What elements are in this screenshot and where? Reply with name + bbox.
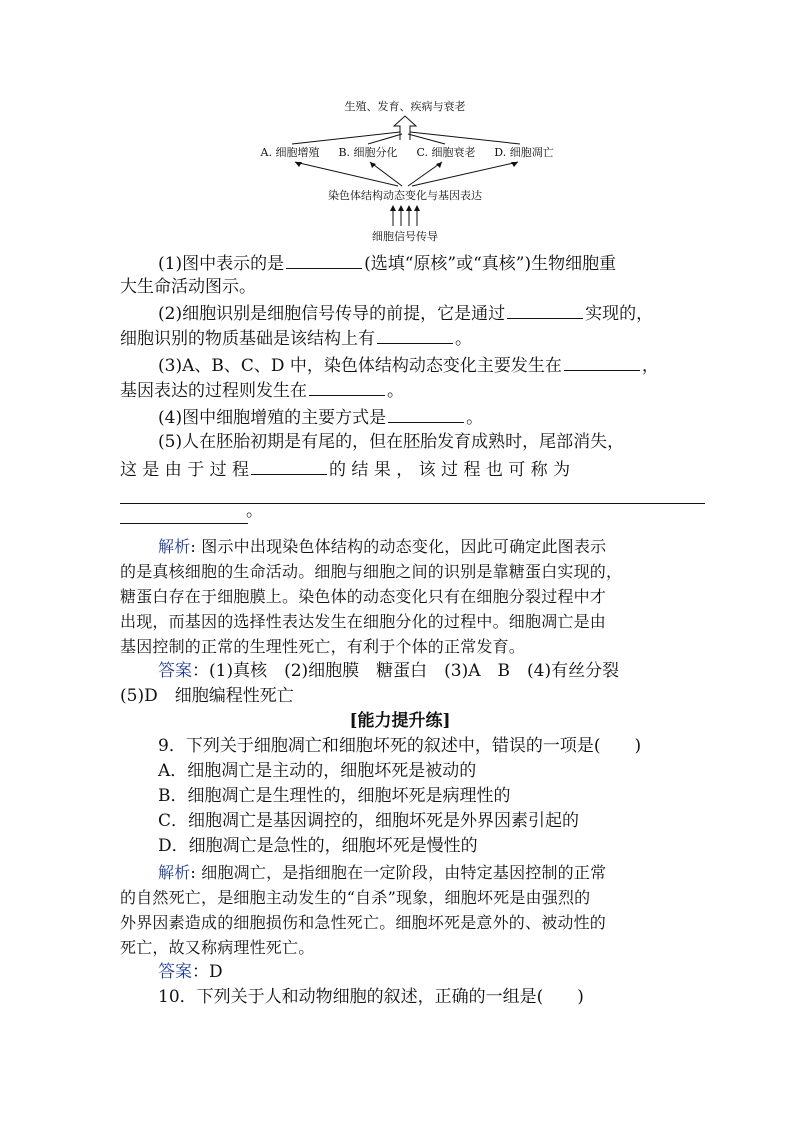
analysis9-line4: 死亡，故又称病理性死亡。	[120, 938, 315, 957]
q9-option-d: D．细胞凋亡是急性的，细胞坏死是慢性的	[158, 836, 478, 856]
q8-p2c: 细胞识别的物质基础是该结构上有	[120, 329, 375, 349]
q8-part2-line2	[120, 325, 680, 352]
q9-option-a: A．细胞凋亡是主动的，细胞坏死是被动的	[158, 761, 477, 781]
up-line-a	[295, 162, 398, 186]
q8-blank-3	[377, 325, 453, 344]
q8-part5-line2	[120, 456, 680, 483]
analysis8-line1	[158, 534, 680, 559]
q8-blank-2	[507, 300, 583, 319]
up-line-c	[408, 162, 442, 186]
q9-option-b: B．细胞凋亡是生理性的，细胞坏死是病理性的	[158, 786, 511, 806]
answer8-label: 答案	[158, 661, 192, 681]
q8-p4a: (4)图中细胞增殖的主要方式是	[158, 408, 387, 428]
analysis8-line4: 出现，而基因的选择性表达发生在细胞分化的过程中。细胞凋亡是由	[120, 612, 607, 631]
box-d-label: D. 细胞凋亡	[494, 146, 554, 159]
answer9-line	[158, 960, 680, 985]
arrowhead-a	[295, 162, 302, 167]
signal-arrowhead-2	[398, 205, 404, 211]
diagram-bottom-label: 细胞信号传导	[372, 230, 438, 243]
diagram-svg	[250, 96, 560, 244]
q9-option-c: C．细胞凋亡是基因调控的，细胞坏死是外界因素引起的	[158, 811, 580, 831]
arrow-d	[410, 132, 520, 144]
q8-part2-line1	[158, 300, 680, 327]
hollow-up-arrow	[394, 116, 416, 140]
analysis8-line2: 的是真核细胞的生命活动。细胞与细胞之间的识别是靠糖蛋白实现的，	[120, 562, 623, 581]
q8-blank-5	[309, 377, 385, 396]
answer8-line1	[158, 659, 680, 684]
cell-life-activities-diagram	[250, 96, 560, 244]
q8-part4-line	[158, 404, 680, 431]
q8-p3b: ，	[641, 356, 659, 376]
q8-p3d: 。	[387, 381, 404, 401]
q9-stem: 9．下列关于细胞凋亡和细胞坏死的叙述中，错误的一项是( )	[158, 736, 642, 756]
q8-part1-line1	[158, 250, 680, 277]
q8-p5c: 的 结 果 ， 该 过 程 也 可 称 为	[329, 460, 571, 480]
q8-part1-line2: 大生命活动图示。	[120, 277, 256, 297]
answer9-value: ：D	[192, 962, 223, 982]
q8-blank-7	[251, 456, 327, 475]
answer9-label: 答案	[158, 962, 192, 982]
analysis8-line5: 基因控制的正常的生理性死亡，有利于个体的正常发育。	[120, 637, 526, 656]
arrow-a	[292, 132, 400, 144]
analysis9-line3: 外界因素造成的细胞损伤和急性死亡。细胞坏死是意外的、被动性的	[120, 913, 607, 932]
analysis8-text1: : 图示中出现染色体结构的动态变化，因此可确定此图表示	[190, 537, 607, 556]
box-a-label: A. 细胞增殖	[260, 146, 320, 159]
q8-p1a: (1)图中表示的是	[158, 254, 285, 274]
arrowhead-d	[511, 162, 518, 167]
q8-p5d: 。	[246, 501, 263, 521]
q8-p3c: 基因表达的过程则发生在	[120, 381, 307, 401]
q8-blank-8-line	[120, 503, 705, 504]
up-line-d	[412, 162, 518, 186]
arrowhead-b	[370, 162, 376, 168]
q8-blank-1	[286, 250, 362, 269]
up-line-b	[370, 162, 402, 186]
q8-p2b: 实现的，	[585, 304, 654, 324]
analysis9-text1: : 细胞凋亡，是指细胞在一定阶段，由特定基因控制的正常	[190, 863, 607, 882]
section-title: [能力提升练]	[349, 711, 451, 731]
analysis8-line3: 糖蛋白存在于细胞膜上。染色体的动态变化只有在细胞分裂过程中才	[120, 587, 607, 606]
q8-part5-line1: (5)人在胚胎初期是有尾的，但在胚胎发育成熟时，尾部消失，	[158, 432, 625, 452]
answer8-text1: ：(1)真核 (2)细胞膜 糖蛋白 (3)A B (4)有丝分裂	[192, 661, 620, 681]
q8-p4b: 。	[466, 408, 484, 428]
analysis9-line2: 的自然死亡，是细胞主动发生的“自杀”现象，细胞坏死是由强烈的	[120, 888, 591, 907]
q8-blank-6	[388, 404, 464, 423]
q10-stem: 10．下列关于人和动物细胞的叙述，正确的一组是( )	[158, 987, 584, 1007]
answer8-line2: (5)D 细胞编程性死亡	[120, 686, 294, 706]
analysis8-label: 解析	[158, 537, 191, 556]
q8-p5b: 这 是 由 于 过 程	[120, 460, 250, 480]
analysis9-label: 解析	[158, 863, 191, 882]
box-c-label: C. 细胞衰老	[416, 146, 476, 159]
box-b-label: B. 细胞分化	[338, 146, 398, 159]
diagram-top-label: 生殖、发育、疾病与衰老	[344, 100, 466, 113]
q8-blank-8-line2	[120, 523, 248, 524]
signal-arrowhead-1	[390, 205, 396, 211]
q8-p1b: (选填“原核”或“真核”)生物细胞重	[364, 254, 617, 274]
analysis9-line1	[158, 860, 680, 885]
q8-p3a: (3)A、B、C、D 中，染色体结构动态变化主要发生在	[158, 356, 562, 376]
q8-p2d: 。	[455, 329, 472, 349]
diagram-middle-label: 染色体结构动态变化与基因表达	[328, 189, 482, 202]
q8-blank-4	[564, 352, 640, 371]
q8-part3-line1	[158, 352, 680, 379]
signal-arrowhead-3	[406, 205, 412, 211]
q8-p2a: (2)细胞识别是细胞信号传导的前提，它是通过	[158, 304, 506, 324]
q8-part3-line2	[120, 377, 680, 404]
arrow-b	[368, 134, 402, 144]
signal-arrowhead-4	[414, 205, 420, 211]
